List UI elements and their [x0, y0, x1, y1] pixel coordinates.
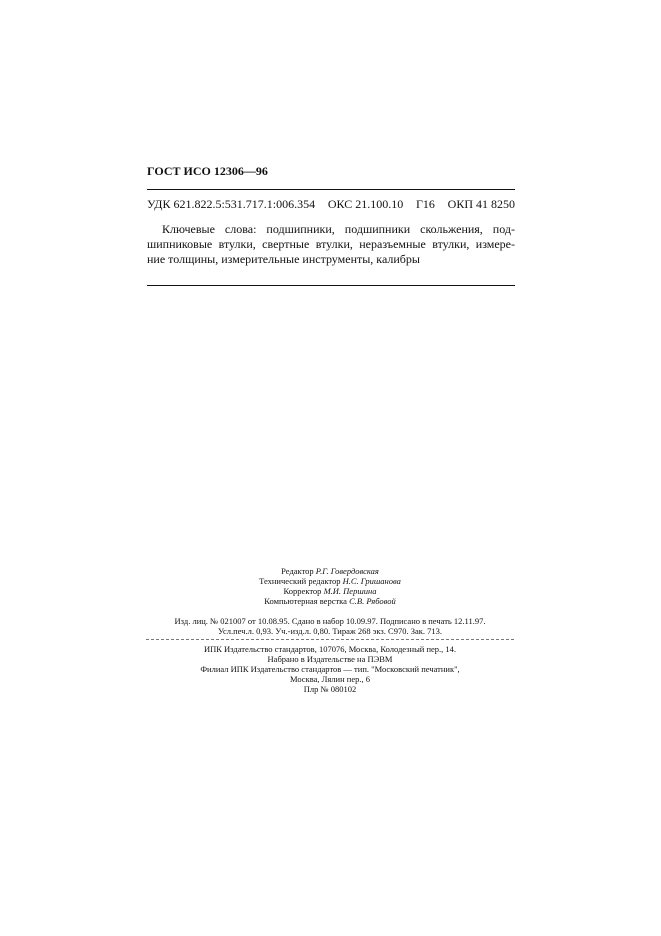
- udk-code: УДК 621.822.5:531.717.1:006.354: [147, 197, 316, 211]
- publishing-info: [140, 616, 520, 636]
- corrector-label: Корректор: [283, 586, 322, 596]
- oks-code: ОКС 21.100.10: [327, 197, 404, 211]
- okp-code: ОКП 41 8250: [447, 197, 515, 211]
- top-rule: [147, 189, 515, 190]
- printer-line: Набрано в Издательстве на ПЭВМ: [267, 654, 393, 664]
- printer-line: Плр № 080102: [303, 684, 357, 694]
- corrector-name: М.И. Першина: [323, 586, 377, 596]
- layout-label: Компьютерная верстка: [264, 596, 347, 606]
- printer-line: Москва, Лялин пер., 6: [290, 674, 370, 684]
- keywords-line: ние толщины, измерительные инструменты, калибры: [147, 252, 420, 266]
- tech-editor-line: [140, 576, 520, 586]
- keywords-line: Ключевые слова: подшипники, подшипники скольжения, под-: [162, 222, 515, 236]
- group-code: Г16: [415, 197, 435, 211]
- keywords-line: шипниковые втулки, свертные втулки, неразъемные втулки, измере-: [147, 237, 515, 251]
- layout-name: С.В. Рябовой: [349, 596, 396, 606]
- editor-line: [140, 566, 520, 576]
- editor-name: Р.Г. Говердовская: [315, 566, 379, 576]
- printer-line: ИПК Издательство стандартов, 107076, Москва, Колодезный пер., 14.: [203, 644, 457, 654]
- printer-info: [140, 644, 520, 694]
- tech-editor-label: Технический редактор: [259, 576, 341, 586]
- publishing-line: Изд. лиц. № 021007 от 10.08.95. Сдано в набор 10.09.97. Подписано в печать 12.11.97.: [174, 616, 486, 626]
- tech-editor-name: Н.С. Гришанова: [342, 576, 401, 586]
- separator-rule: [146, 639, 514, 640]
- credits: [140, 566, 520, 606]
- classification-line: [147, 197, 515, 212]
- imprint-block: [140, 566, 520, 694]
- bottom-rule: [147, 285, 515, 286]
- publishing-line: Усл.печ.л. 0,93. Уч.-изд.л. 0,80. Тираж 268 экз. С970. Зак. 713.: [218, 626, 442, 636]
- document-code: ГОСТ ИСО 12306—96: [147, 164, 268, 178]
- keywords-paragraph: [147, 222, 515, 267]
- layout-line: [140, 596, 520, 606]
- corrector-line: [140, 586, 520, 596]
- editor-label: Редактор: [281, 566, 314, 576]
- printer-line: Филиал ИПК Издательство стандартов — тип. "Московский печатник",: [200, 664, 460, 674]
